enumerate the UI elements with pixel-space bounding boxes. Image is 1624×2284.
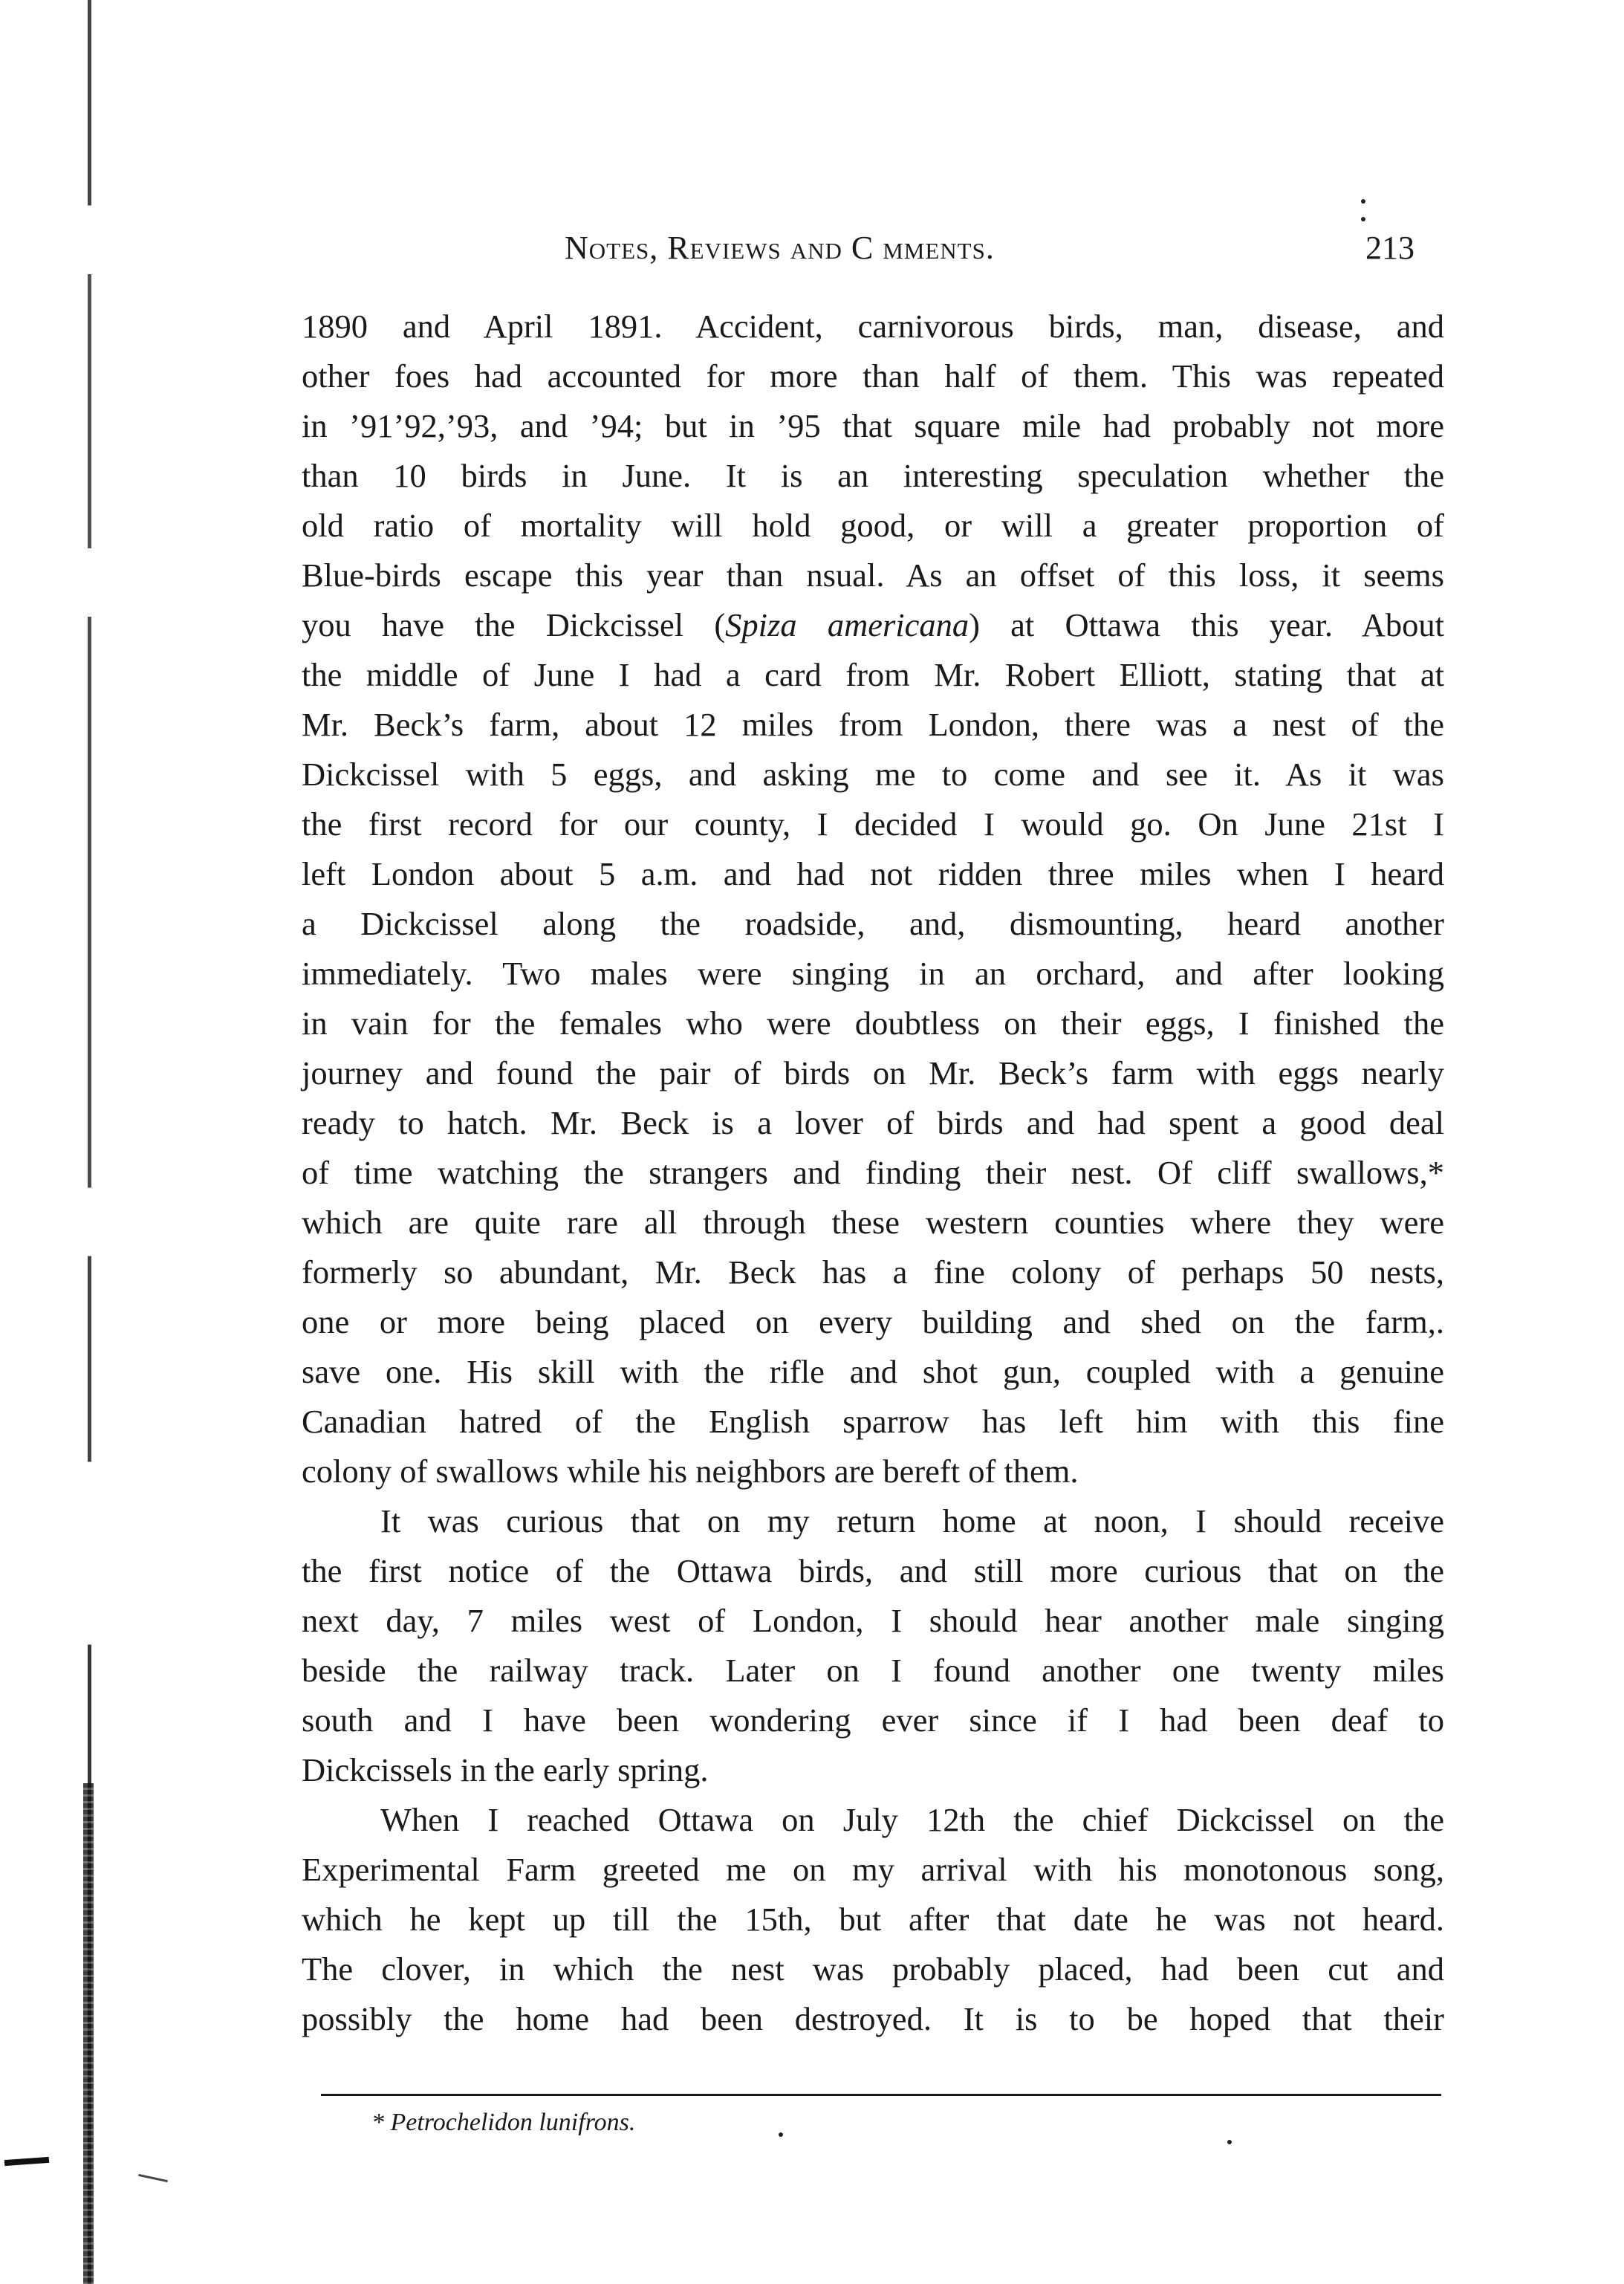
text-line: south and I have been wondering ever since if I had been deaf to bbox=[302, 1701, 1444, 1739]
scan-speck bbox=[1361, 217, 1365, 221]
text-line: It was curious that on my return home at noon, I should receive bbox=[380, 1502, 1444, 1540]
text-line: Experimental Farm greeted me on my arrival with his monotonous song, bbox=[302, 1851, 1444, 1888]
text-line: beside the railway track. Later on I found another one twenty miles bbox=[302, 1652, 1444, 1689]
page-header bbox=[0, 229, 1624, 273]
text-line: save one. His skill with the rifle and shot gun, coupled with a genuine bbox=[302, 1353, 1444, 1390]
text-line: in vain for the females who were doubtless on their eggs, I finished the bbox=[302, 1005, 1444, 1042]
text-line: Mr. Beck’s farm, about 12 miles from London, there was a nest of the bbox=[302, 706, 1444, 743]
text-line: old ratio of mortality will hold good, or will a greater proportion of bbox=[302, 507, 1444, 544]
text-line: of time watching the strangers and finding their nest. Of cliff swallows,* bbox=[302, 1154, 1444, 1191]
paragraph-1 bbox=[302, 302, 1444, 1496]
text-line: possibly the home had been destroyed. It is to be hoped that their bbox=[302, 2000, 1444, 2037]
text-line: which he kept up till the 15th, but after that date he was not heard. bbox=[302, 1901, 1444, 1938]
text-line: When I reached Ottawa on July 12th the chief Dickcissel on the bbox=[380, 1801, 1444, 1838]
text-line: the first notice of the Ottawa birds, and still more curious that on the bbox=[302, 1552, 1444, 1589]
paragraph-2 bbox=[302, 1496, 1444, 1795]
scan-artifact-mark bbox=[4, 2157, 49, 2166]
text-line: the first record for our county, I decided I would go. On June 21st I bbox=[302, 805, 1444, 843]
footnote: * Petrochelidon lunifrons. bbox=[371, 2109, 636, 2136]
text-line: Dickcissel with 5 eggs, and asking me to come and see it. As it was bbox=[302, 756, 1444, 793]
text-line: 1890 and April 1891. Accident, carnivorous birds, man, disease, and bbox=[302, 308, 1444, 345]
text-line: formerly so abundant, Mr. Beck has a fine colony of perhaps 50 nests, bbox=[302, 1253, 1444, 1291]
page-number: 213 bbox=[1365, 230, 1414, 266]
scan-binding-shadow bbox=[83, 1783, 94, 2284]
scan-speck bbox=[779, 2132, 783, 2137]
text-line: journey and found the pair of birds on Mr. Beck’s farm with eggs nearly bbox=[302, 1054, 1444, 1091]
text-line: a Dickcissel along the roadside, and, dismounting, heard another bbox=[302, 905, 1444, 942]
text-line: ready to hatch. Mr. Beck is a lover of birds and had spent a good deal bbox=[302, 1104, 1444, 1141]
text-line: which are quite rare all through these western counties where they were bbox=[302, 1204, 1444, 1241]
text-line: next day, 7 miles west of London, I should hear another male singing bbox=[302, 1602, 1444, 1639]
text-line: Blue-birds escape this year than nsual. As an offset of this loss, it seems bbox=[302, 557, 1444, 594]
scan-artifact-stroke bbox=[138, 2174, 168, 2182]
text-line: in ’91’92,’93, and ’94; but in ’95 that square mile had probably not more bbox=[302, 407, 1444, 444]
footnote-divider bbox=[321, 2094, 1441, 2096]
text-line: than 10 birds in June. It is an interesting speculation whether the bbox=[302, 457, 1444, 494]
text-line: one or more being placed on every building and shed on the farm,. bbox=[302, 1303, 1444, 1340]
scan-speck bbox=[1361, 199, 1365, 204]
text-line: Dickcissels in the early spring. bbox=[302, 1751, 709, 1788]
paragraph-3 bbox=[302, 1795, 1444, 2044]
species-name: Spiza americana bbox=[725, 606, 969, 643]
scan-speck bbox=[1227, 2140, 1232, 2144]
text-line: you have the Dickcissel (Spiza americana) at Ottawa this year. About bbox=[302, 606, 1444, 643]
text-line: the middle of June I had a card from Mr. Robert Elliott, stating that at bbox=[302, 656, 1444, 693]
text-line: colony of swallows while his neighbors are bereft of them. bbox=[302, 1453, 1079, 1490]
running-head: Notes, Reviews and C mments. bbox=[565, 230, 995, 266]
text-line: other foes had accounted for more than half of them. This was repeated bbox=[302, 357, 1444, 395]
text-line: Canadian hatred of the English sparrow has left him with this fine bbox=[302, 1403, 1444, 1440]
text-line: left London about 5 a.m. and had not ridden three miles when I heard bbox=[302, 855, 1444, 892]
text-line: immediately. Two males were singing in an orchard, and after looking bbox=[302, 955, 1444, 992]
text-line: The clover, in which the nest was probably placed, had been cut and bbox=[302, 1950, 1444, 1988]
body-text bbox=[302, 302, 1444, 2044]
